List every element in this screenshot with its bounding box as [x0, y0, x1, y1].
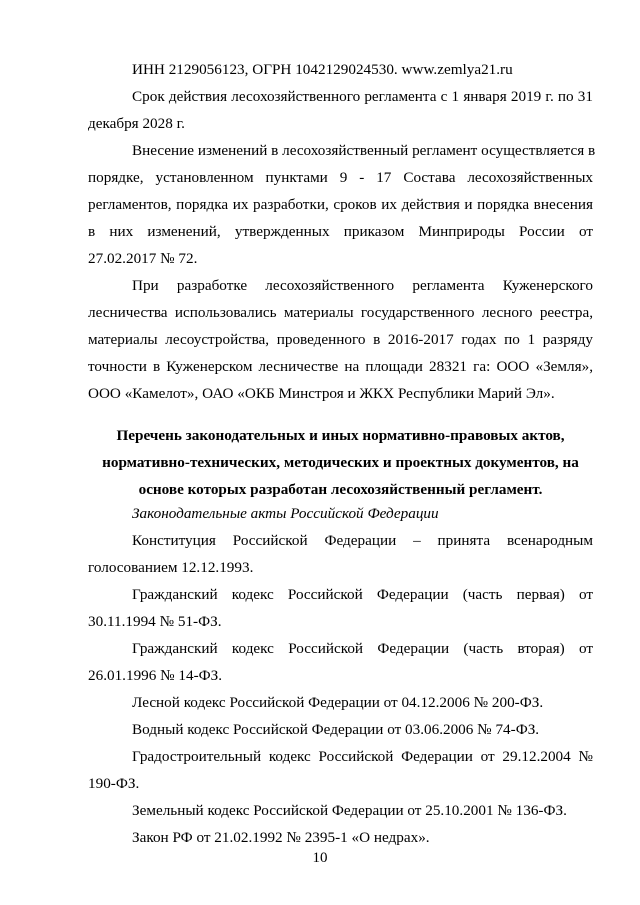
section-heading-line: Перечень законодательных и иных нормативно-правовых актов, — [116, 427, 565, 444]
text-line: декабря 2028 г. — [88, 115, 185, 132]
act-line: Закон РФ от 21.02.1992 № 2395-1 «О недрах». — [132, 829, 430, 846]
subheading: Законодательные акты Российской Федерации — [132, 505, 439, 522]
act-line: Гражданский кодекс Российской Федерации (часть первая) от — [132, 586, 593, 603]
text-line: регламентов, порядка их разработки, сроков их действия и порядка внесения — [88, 196, 593, 213]
section-heading-line: нормативно-технических, методических и проектных документов, на — [102, 454, 579, 471]
text-line: материалы лесоустройства, проведенного в 2016-2017 годах по 1 разряду — [88, 331, 593, 348]
act-line: Водный кодекс Российской Федерации от 03.06.2006 № 74-ФЗ. — [132, 721, 540, 738]
act-line: Конституция Российской Федерации – принята всенародным — [132, 532, 593, 549]
text-line-inn: ИНН 2129056123, ОГРН 1042129024530. www.zemlya21.ru — [132, 61, 513, 78]
text-line: лесничества использовались материалы государственного лесного реестра, — [88, 304, 593, 321]
text-line: точности в Куженерском лесничестве на площади 28321 га: ООО «Земля», — [88, 358, 593, 375]
act-line: 26.01.1996 № 14-ФЗ. — [88, 667, 223, 684]
text-line: Внесение изменений в лесохозяйственный регламент осуществляется в — [132, 142, 596, 159]
text-line: При разработке лесохозяйственного регламента Куженерского — [132, 277, 593, 294]
text-line: Срок действия лесохозяйственного регламента с 1 января 2019 г. по 31 — [132, 88, 593, 105]
page-number: 10 — [312, 850, 328, 866]
section-heading-line: основе которых разработан лесохозяйственный регламент. — [138, 481, 543, 498]
act-line: 30.11.1994 № 51-ФЗ. — [88, 613, 222, 630]
act-line: Лесной кодекс Российской Федерации от 04.12.2006 № 200-ФЗ. — [132, 694, 544, 711]
act-line: Градостроительный кодекс Российской Федерации от 29.12.2004 № — [132, 748, 593, 765]
text-line: ООО «Камелот», ОАО «ОКБ Минстроя и ЖКХ Республики Марий Эл». — [88, 385, 555, 402]
text-line: порядке, установленном пунктами 9 - 17 Состава лесохозяйственных — [88, 169, 593, 186]
act-line: 190-ФЗ. — [88, 775, 140, 792]
act-line: Земельный кодекс Российской Федерации от 25.10.2001 № 136-ФЗ. — [132, 802, 567, 819]
text-line: в них изменений, утвержденных приказом Минприроды России от — [88, 223, 593, 240]
text-line: 27.02.2017 № 72. — [88, 250, 198, 267]
act-line: голосованием 12.12.1993. — [88, 559, 254, 576]
act-line: Гражданский кодекс Российской Федерации (часть вторая) от — [132, 640, 593, 657]
